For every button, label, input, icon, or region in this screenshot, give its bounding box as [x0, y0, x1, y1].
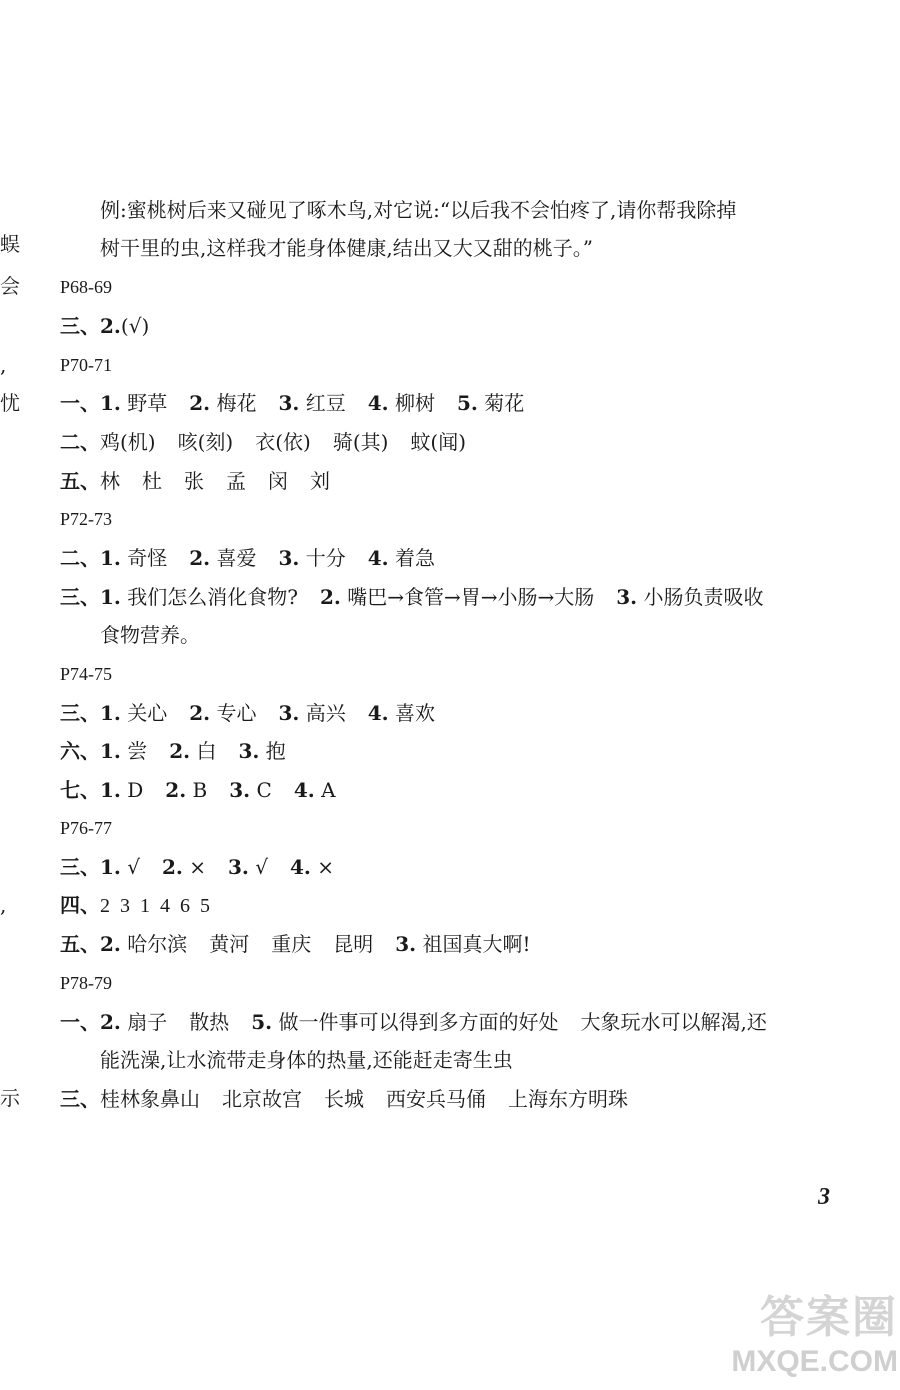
watermark-bottom-text: MXQE.COM [731, 1345, 898, 1378]
item-number: 1. [100, 778, 121, 802]
answer-line [60, 1009, 767, 1035]
item-number: 4. [367, 391, 389, 415]
item-number: 1. [100, 546, 121, 570]
answer-text: 奇怪 [127, 546, 168, 570]
item-number: 2. [189, 546, 211, 570]
item-number: 2. [189, 391, 211, 415]
item-number: 3. [228, 855, 249, 879]
page-ref: P76-77 [60, 818, 113, 838]
answer-text: 刘 [310, 469, 330, 493]
answer-text: C [256, 778, 272, 802]
edge-fragment: 示 [0, 1086, 20, 1110]
answer-line [60, 892, 210, 919]
answer-text: B [192, 778, 208, 802]
answer-text: 蚊(闻) [410, 430, 467, 454]
item-number: 5. [251, 1010, 273, 1034]
item-number: 1. [100, 701, 121, 725]
answer-text: D [127, 778, 144, 802]
answer-text: 关心 [127, 701, 168, 725]
item-number: 1. [100, 585, 121, 609]
item-number: 3. [278, 546, 300, 570]
page-ref: P78-79 [60, 973, 113, 993]
answer-line [60, 313, 149, 339]
answer-line [60, 429, 466, 455]
answer-line [60, 468, 330, 494]
answer-continuation: 能洗澡,让水流带走身体的热量,还能赶走寄生虫 [100, 1048, 513, 1072]
item-number: 3. [278, 701, 300, 725]
item-number: 4. [290, 855, 311, 879]
page-ref: P70-71 [60, 355, 113, 375]
answer-text: A [321, 778, 336, 802]
question-prefix: 二、 [60, 430, 100, 454]
item-number: 1. [100, 855, 121, 879]
answer-line [60, 584, 764, 610]
answer-text: 嘴巴→食管→胃→小肠→大肠 [347, 585, 595, 609]
answer-text: 骑(其) [332, 430, 389, 454]
item-number: 2. [169, 739, 191, 763]
question-prefix: 五、 [60, 932, 100, 956]
answer-text: 大象玩水可以解渴,还 [580, 1010, 767, 1034]
answer-line [60, 1086, 628, 1112]
answer-text: 咳(刻) [177, 430, 234, 454]
item-number: 4. [367, 701, 389, 725]
answer-text: 高兴 [305, 701, 346, 725]
item-number: 3. [238, 739, 260, 763]
item-number: 2. [100, 314, 121, 338]
page-ref: P68-69 [60, 277, 113, 297]
answer-text: 黄河 [209, 932, 250, 956]
item-number: 3. [229, 778, 251, 802]
answer-text: 2 3 1 4 6 5 [100, 895, 210, 917]
answer-text: 林 [100, 469, 120, 493]
question-prefix: 三、 [60, 585, 100, 609]
answer-text: 扇子 [127, 1010, 168, 1034]
item-number: 2. [189, 701, 211, 725]
answer-text: √ [127, 855, 140, 879]
item-number: 3. [616, 585, 638, 609]
answer-text: × [189, 855, 207, 879]
question-prefix: 五、 [60, 469, 100, 493]
answer-text: 野草 [127, 391, 168, 415]
edge-fragment: , [0, 353, 7, 377]
answer-line [60, 777, 336, 803]
answer-text: 闵 [268, 469, 288, 493]
answer-text: 昆明 [333, 932, 374, 956]
answer-text: 杜 [142, 469, 162, 493]
answer-text: 长城 [324, 1087, 364, 1111]
answer-text: 喜欢 [395, 701, 435, 725]
item-number: 2. [100, 1010, 121, 1034]
answer-text: 专心 [216, 701, 257, 725]
question-prefix: 二、 [60, 546, 100, 570]
answer-text: 上海东方明珠 [508, 1087, 628, 1111]
answer-line [60, 545, 435, 571]
question-prefix: 六、 [60, 739, 100, 763]
item-number: 2. [162, 855, 183, 879]
answer-line [60, 931, 531, 957]
answer-text: (√) [120, 314, 150, 338]
watermark-logo [712, 1292, 898, 1386]
question-prefix: 一、 [60, 1010, 100, 1034]
example-line-1: 例:蜜桃树后来又碰见了啄木鸟,对它说:“以后我不会怕疼了,请你帮我除掉 [100, 198, 737, 222]
page-ref: P74-75 [60, 664, 113, 684]
edge-fragment: 忧 [0, 391, 20, 415]
item-number: 5. [457, 391, 478, 415]
answer-text: 桂林象鼻山 [100, 1087, 200, 1111]
answer-text: 十分 [305, 546, 346, 570]
answer-text: 张 [184, 469, 204, 493]
edge-fragment: 会 [0, 274, 20, 298]
answer-text: 菊花 [484, 391, 525, 415]
item-number: 1. [100, 391, 121, 415]
page-number: 3 [818, 1184, 830, 1210]
answer-text: 重庆 [271, 932, 312, 956]
item-number: 2. [165, 778, 187, 802]
answer-line [60, 390, 524, 416]
item-number: 3. [395, 932, 417, 956]
item-number: 2. [319, 585, 341, 609]
edge-fragment: , [0, 893, 7, 917]
answer-line [60, 854, 334, 880]
answer-text: 北京故宫 [222, 1087, 302, 1111]
answer-text: 红豆 [305, 391, 346, 415]
item-number: 4. [367, 546, 389, 570]
question-prefix: 三、 [60, 855, 100, 879]
page-ref: P72-73 [60, 509, 113, 529]
answer-text: 柳树 [395, 391, 435, 415]
question-prefix: 七、 [60, 778, 100, 802]
item-number: 2. [100, 932, 121, 956]
answer-text: 散热 [189, 1010, 230, 1034]
answer-text: 尝 [127, 739, 148, 763]
edge-fragment: 蜈 [0, 232, 20, 256]
answer-text: 我们怎么消化食物? [127, 585, 298, 609]
question-prefix: 三、 [60, 314, 100, 338]
answer-text: 梅花 [216, 391, 257, 415]
answer-text: 白 [196, 739, 217, 763]
answer-text: 抱 [265, 739, 286, 763]
watermark-top-text: 答案圈 [760, 1293, 898, 1342]
question-prefix: 四、 [60, 893, 100, 917]
answer-text: 着急 [395, 546, 435, 570]
item-number: 4. [293, 778, 315, 802]
question-prefix: 三、 [60, 1087, 100, 1111]
question-prefix: 三、 [60, 701, 100, 725]
answer-line [60, 700, 435, 726]
answer-text: 喜爱 [216, 546, 257, 570]
answer-continuation: 食物营养。 [100, 623, 200, 647]
answer-text: 小肠负责吸收 [643, 585, 764, 609]
answer-text: 哈尔滨 [127, 932, 188, 956]
answer-text: 孟 [226, 469, 246, 493]
item-number: 3. [278, 391, 300, 415]
answer-text: × [317, 855, 335, 879]
item-number: 1. [100, 739, 121, 763]
question-prefix: 一、 [60, 391, 100, 415]
answer-text: √ [255, 855, 269, 879]
answer-text: 祖国真大啊! [422, 932, 531, 956]
answer-text: 西安兵马俑 [386, 1087, 486, 1111]
answer-text: 做一件事可以得到多方面的好处 [278, 1010, 559, 1034]
example-line-2: 树干里的虫,这样我才能身体健康,结出又大又甜的桃子。” [100, 236, 593, 260]
answer-text: 鸡(机) [100, 430, 156, 454]
answer-text: 衣(依) [255, 430, 311, 454]
answer-line [60, 738, 286, 764]
